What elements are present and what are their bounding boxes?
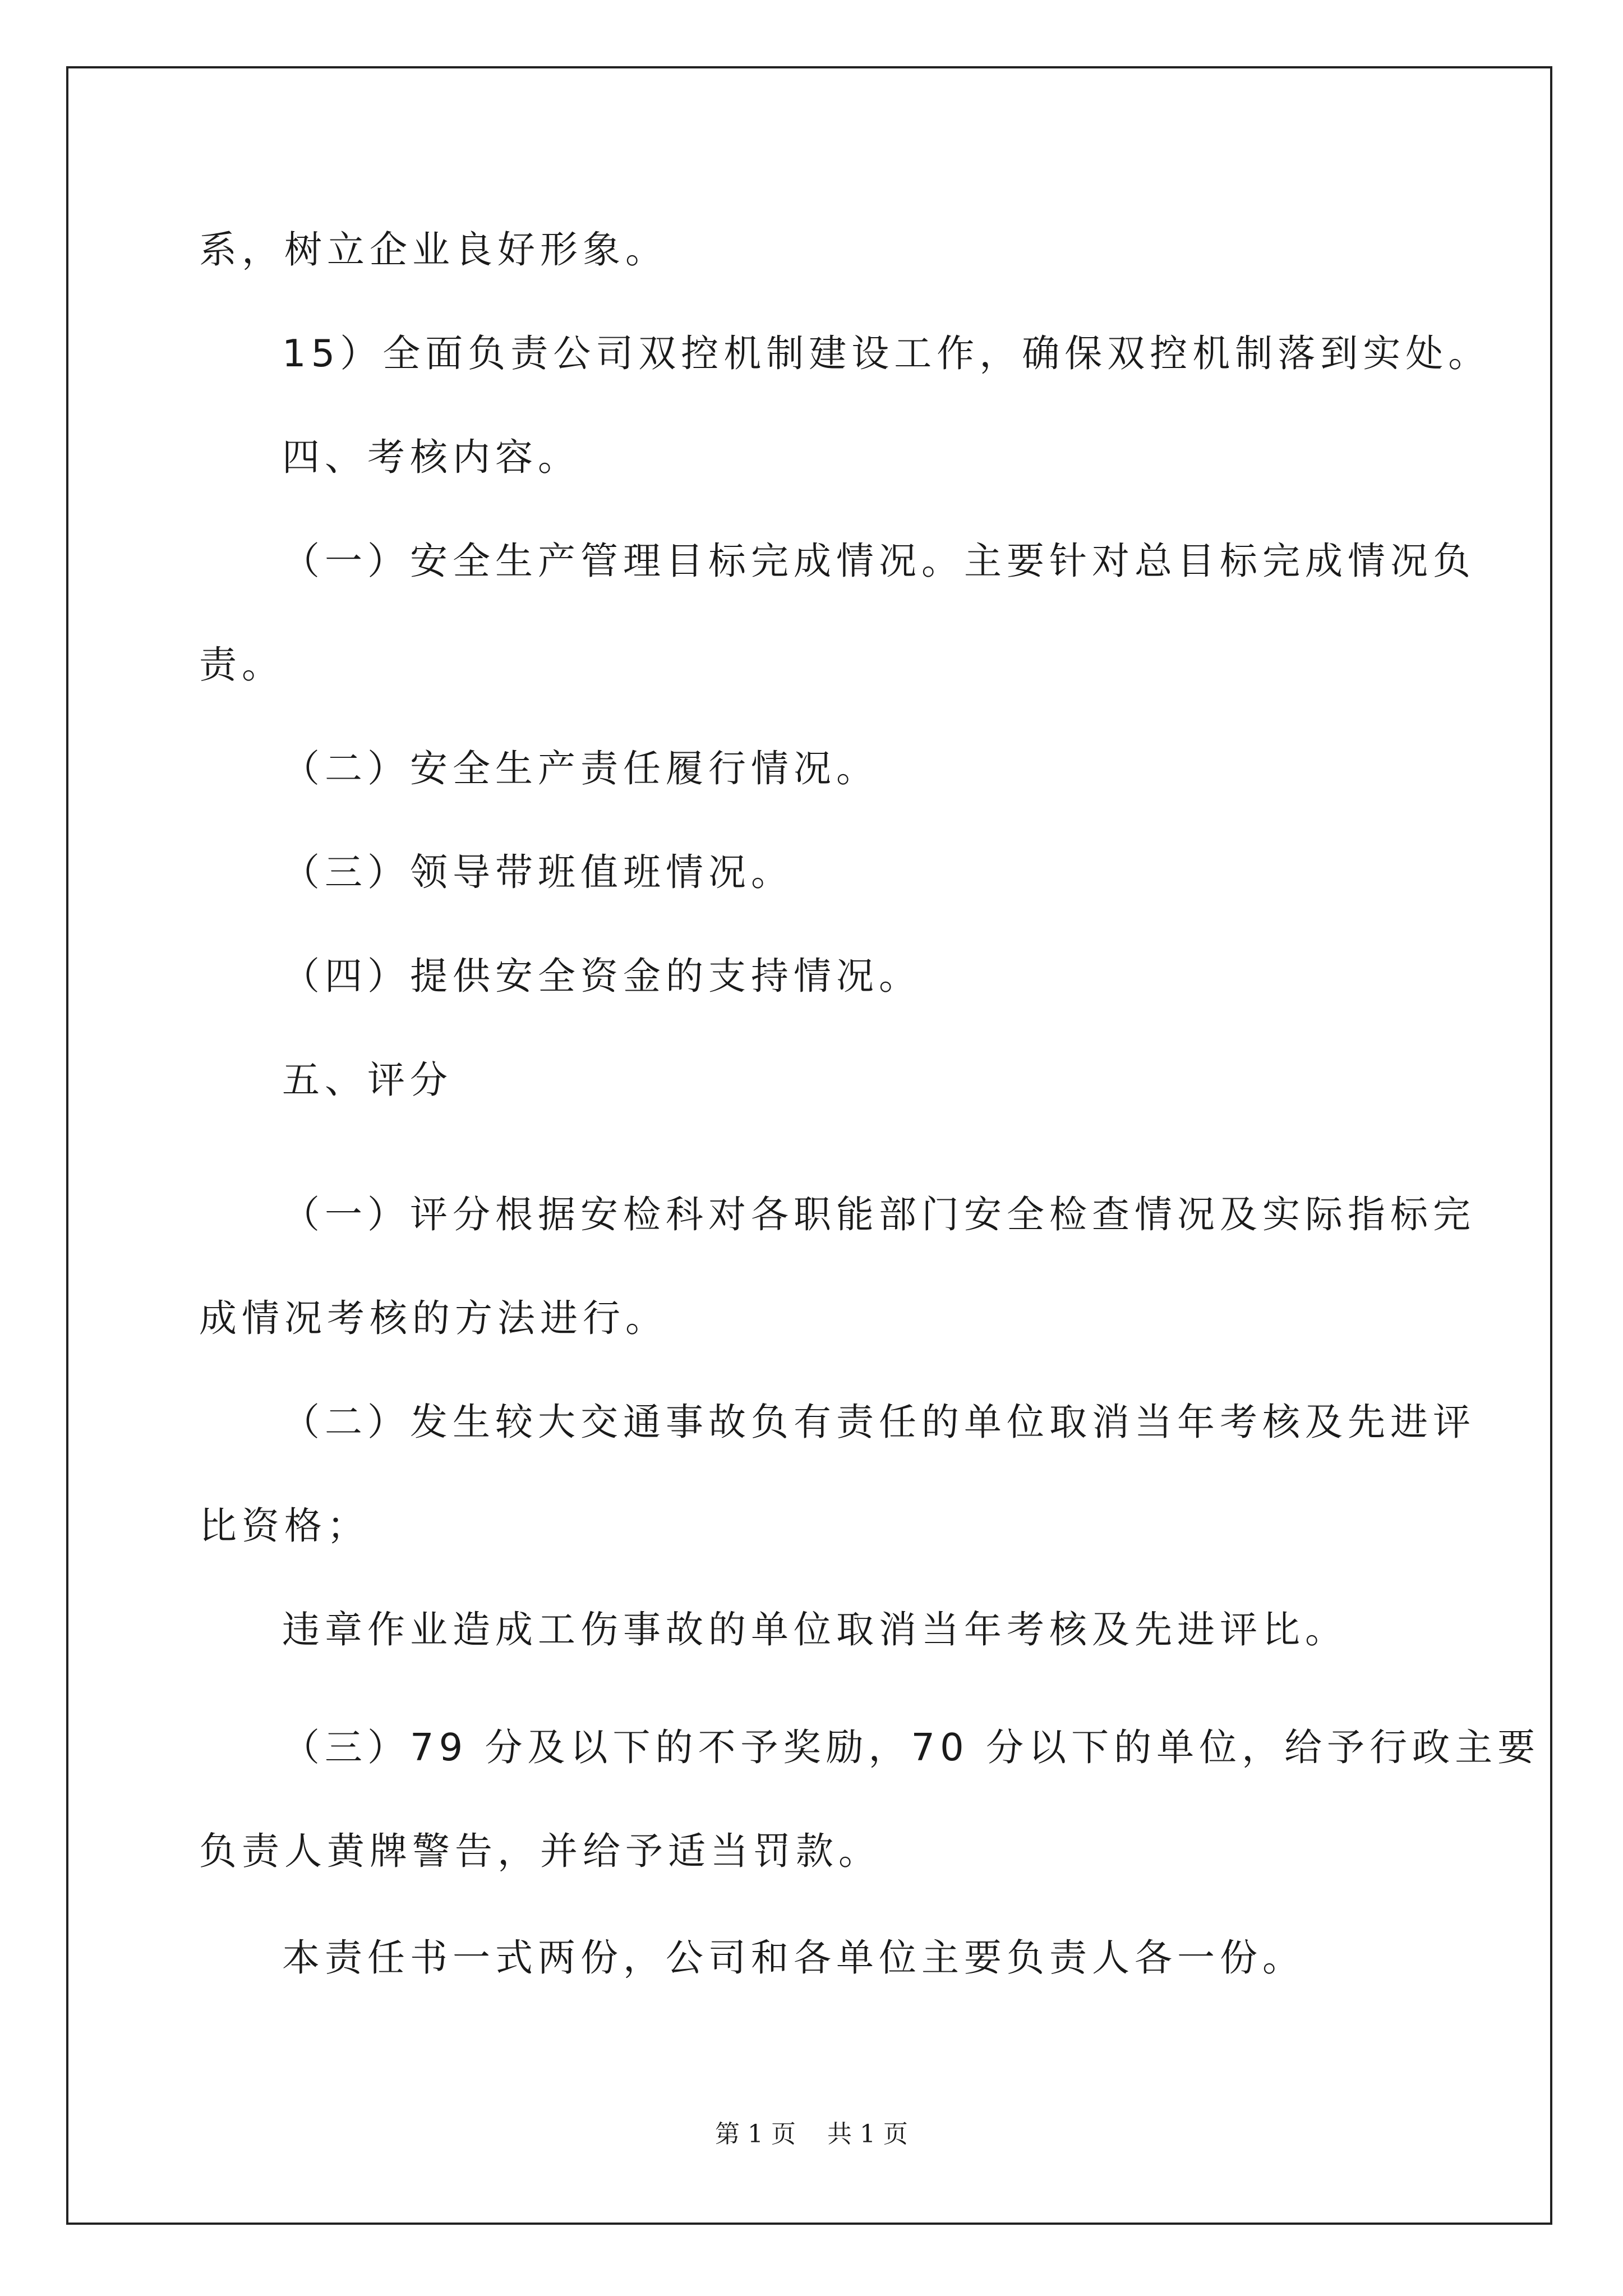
text-line: 15）全面负责公司双控机制建设工作，确保双控机制落到实处。 <box>282 332 1491 375</box>
text-line: （二）发生较大交通事故负有责任的单位取消当年考核及先进评 <box>282 1400 1476 1444</box>
text-line: 比资格； <box>199 1504 370 1548</box>
text-line: （三）79 分及以下的不予奖励，70 分以下的单位，给予行政主要 <box>282 1726 1541 1769</box>
text-line: （一）安全生产管理目标完成情况。主要针对总目标完成情况负 <box>282 539 1476 583</box>
text-line: 本责任书一式两份，公司和各单位主要负责人各一份。 <box>282 1936 1305 1980</box>
text-line: （一）评分根据安检科对各职能部门安全检查情况及实际指标完 <box>282 1193 1476 1236</box>
text-line: 责。 <box>199 643 284 687</box>
page-border <box>66 66 1552 2225</box>
text-line: 系，树立企业良好形象。 <box>199 228 668 272</box>
section-heading: 五、评分 <box>282 1058 453 1102</box>
text-line: （二）安全生产责任履行情况。 <box>282 747 879 790</box>
page-footer: 第 1 页 共 1 页 <box>715 2120 908 2148</box>
text-line: （四）提供安全资金的支持情况。 <box>282 954 921 998</box>
text-line: （三）领导带班值班情况。 <box>282 850 794 894</box>
section-heading: 四、考核内容。 <box>282 435 580 479</box>
text-line: 违章作业造成工伤事故的单位取消当年考核及先进评比。 <box>282 1608 1348 1651</box>
text-line: 成情况考核的方法进行。 <box>199 1296 668 1340</box>
text-line: 负责人黄牌警告，并给予适当罚款。 <box>199 1829 881 1873</box>
